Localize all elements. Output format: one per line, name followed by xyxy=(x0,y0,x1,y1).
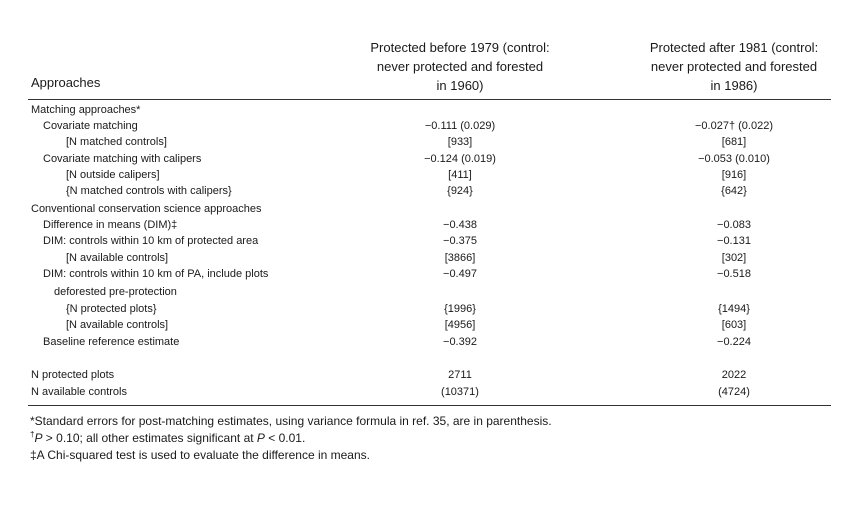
value-col2: {1494} xyxy=(718,303,750,315)
table-row xyxy=(0,134,860,150)
table-row xyxy=(0,317,860,333)
value-col2: −0.131 xyxy=(717,235,751,247)
value-col2: [302] xyxy=(721,252,747,264)
header-col2-line2: never protected and forested xyxy=(650,59,818,74)
value-col1: −0.392 xyxy=(443,336,477,348)
row-label: DIM: controls within 10 km of protected area xyxy=(43,235,259,247)
table-row xyxy=(0,266,860,282)
footnote-standard-errors: *Standard errors for post-matching estimates, using variance formula in ref. 35, are in parenthesis. xyxy=(30,414,552,428)
table-row xyxy=(0,118,860,134)
header-col1-line2: never protected and forested xyxy=(376,59,544,74)
value-col1: 2711 xyxy=(448,369,472,381)
row-label: Covariate matching with calipers xyxy=(43,153,202,165)
value-col2: {642} xyxy=(721,185,747,197)
table-row xyxy=(0,301,860,317)
value-col1: −0.375 xyxy=(443,235,477,247)
row-label: [N available controls] xyxy=(66,319,169,331)
table-row xyxy=(0,183,860,199)
header-rule xyxy=(28,99,831,100)
table-row xyxy=(0,102,860,118)
table-row xyxy=(0,384,860,400)
row-label: {N protected plots} xyxy=(66,303,157,315)
value-col1: −0.111 (0.029) xyxy=(424,120,496,132)
value-col2: −0.224 xyxy=(717,336,751,348)
row-label: DIM: controls within 10 km of PA, include plots xyxy=(43,268,269,280)
header-col1-line3: in 1960) xyxy=(436,78,484,93)
row-label: [N available controls] xyxy=(66,252,169,264)
row-label: Difference in means (DIM)‡ xyxy=(43,219,178,231)
row-label: Conventional conservation science approaches xyxy=(31,203,262,215)
value-col2: 2022 xyxy=(721,369,747,381)
value-col2: [603] xyxy=(721,319,747,331)
value-col1: −0.124 (0.019) xyxy=(424,153,496,165)
row-label: {N matched controls with calipers} xyxy=(66,185,232,197)
header-col2-line3: in 1986) xyxy=(710,78,758,93)
value-col2: (4724) xyxy=(718,386,750,398)
value-col2: −0.083 xyxy=(717,219,751,231)
row-label: N protected plots xyxy=(31,369,115,381)
table-row xyxy=(0,167,860,183)
footer-rule xyxy=(28,405,831,406)
value-col1: [411] xyxy=(448,169,472,181)
value-col2: −0.518 xyxy=(717,268,751,280)
row-label: deforested pre-protection xyxy=(54,286,177,298)
p-symbol: P xyxy=(34,431,43,445)
row-label: [N matched controls] xyxy=(66,136,167,148)
header-approaches: Approaches xyxy=(31,75,101,90)
value-col2: [916] xyxy=(721,169,747,181)
row-label: N available controls xyxy=(31,386,127,398)
value-col2: [681] xyxy=(721,136,747,148)
table-row xyxy=(0,284,860,300)
header-col1-line1: Protected before 1979 (control: xyxy=(370,40,550,55)
dagger-mark: † xyxy=(30,430,35,439)
table-row xyxy=(0,367,860,383)
value-col1: {924} xyxy=(447,185,473,197)
row-label: Covariate matching xyxy=(43,120,138,132)
value-col1: [3866] xyxy=(444,252,476,264)
value-col1: {1996} xyxy=(444,303,476,315)
footnote-chi-squared: ‡A Chi-squared test is used to evaluate the difference in means. xyxy=(30,448,370,462)
header-column-after-1981 xyxy=(624,38,844,95)
value-col1: [933] xyxy=(447,136,473,148)
table-row xyxy=(0,201,860,217)
table-row xyxy=(0,250,860,266)
footnote-significance xyxy=(30,430,305,447)
table-row xyxy=(0,151,860,167)
footnote-significance-end: < 0.01. xyxy=(264,431,306,445)
value-col1: −0.438 xyxy=(443,219,477,231)
row-label: [N outside calipers] xyxy=(66,169,160,181)
table-row xyxy=(0,334,860,350)
value-col1: (10371) xyxy=(441,386,479,398)
row-label: Matching approaches* xyxy=(31,104,141,116)
value-col1: −0.497 xyxy=(443,268,477,280)
value-col2: −0.053 (0.010) xyxy=(698,153,770,165)
header-col2-line1: Protected after 1981 (control: xyxy=(649,40,819,55)
header-column-before-1979 xyxy=(350,38,570,95)
table-row xyxy=(0,217,860,233)
row-label: Baseline reference estimate xyxy=(43,336,180,348)
footnote-significance-text: > 0.10; all other estimates significant at xyxy=(42,431,257,445)
table-row xyxy=(0,233,860,249)
value-col2: −0.027† (0.022) xyxy=(695,120,773,132)
value-col1: [4956] xyxy=(444,319,476,331)
p-symbol: P xyxy=(256,431,265,445)
